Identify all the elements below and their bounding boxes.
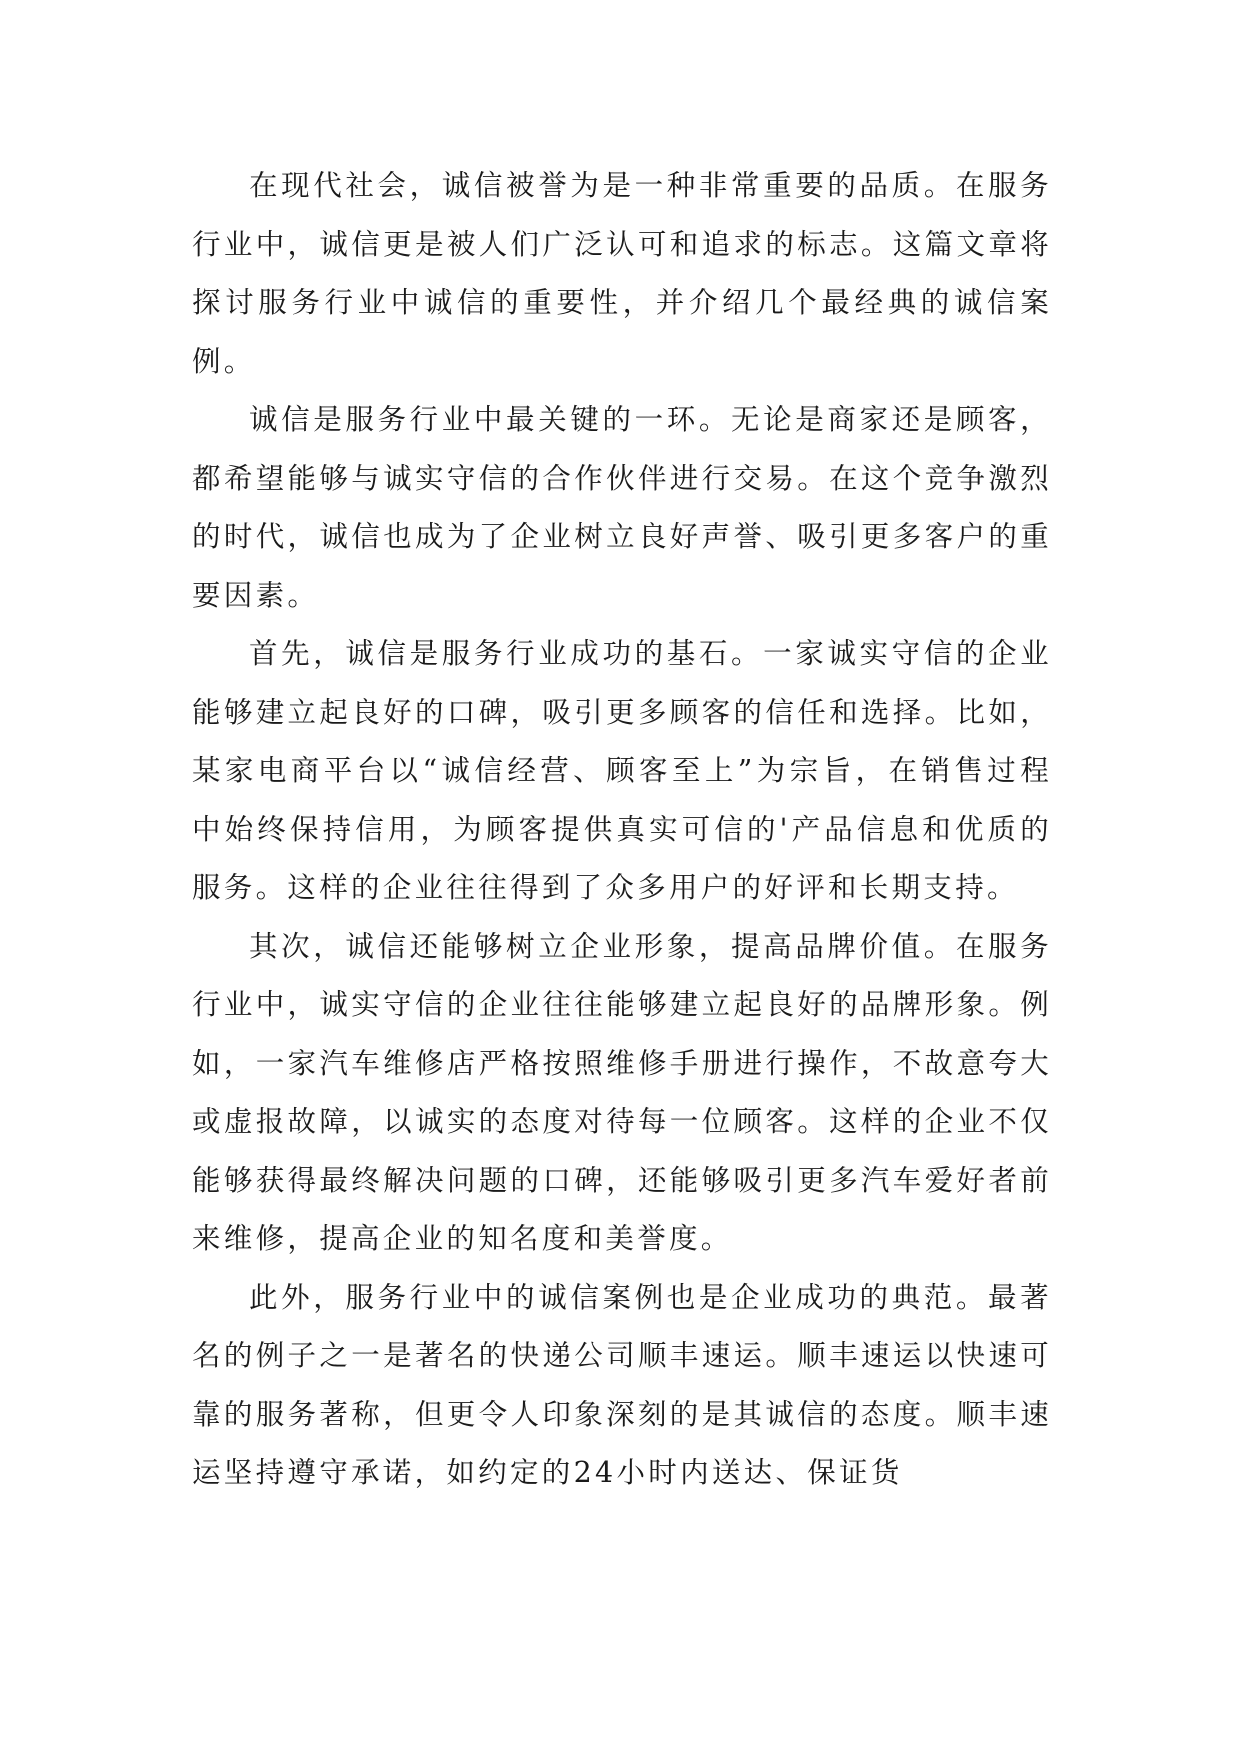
paragraph-key-link: 诚信是服务行业中最关键的一环。无论是商家还是顾客，都希望能够与诚实守信的合作伙伴进行交易。在这个竞争激烈的时代，诚信也成为了企业树立良好声誉、吸引更多客户的重要因素。: [192, 403, 1052, 612]
paragraph-intro: 在现代社会，诚信被誉为是一种非常重要的品质。在服务行业中，诚信更是被人们广泛认可和追求的标志。这篇文章将探讨服务行业中诚信的重要性，并介绍几个最经典的诚信案例。: [192, 169, 1052, 378]
paragraph-brand-image: 其次，诚信还能够树立企业形象，提高品牌价值。在服务行业中，诚实守信的企业往往能够建立起良好的品牌形象。例如，一家汽车维修店严格按照维修手册进行操作，不故意夸大或虚报故障，以诚实的态度对待每一位顾客。这样的企业不仅能够获得最终解决问题的口碑，还能够吸引更多汽车爱好者前来维修，提高企业的知名度和美誉度。: [192, 929, 1052, 1255]
paragraph-case-example: 此外，服务行业中的诚信案例也是企业成功的典范。最著名的例子之一是著名的快递公司顺丰速运。顺丰速运以快速可靠的服务著称，但更令人印象深刻的是其诚信的态度。顺丰速运坚持遵守承诺，如约定的24小时内送达、保证货: [192, 1280, 1052, 1489]
paragraph-foundation: 首先，诚信是服务行业成功的基石。一家诚实守信的企业能够建立起良好的口碑，吸引更多顾客的信任和选择。比如，某家电商平台以“诚信经营、顾客至上”为宗旨，在销售过程中始终保持信用，为顾客提供真实可信的'产品信息和优质的服务。这样的企业往往得到了众多用户的好评和长期支持。: [192, 637, 1052, 904]
document-body: [192, 157, 1052, 1503]
